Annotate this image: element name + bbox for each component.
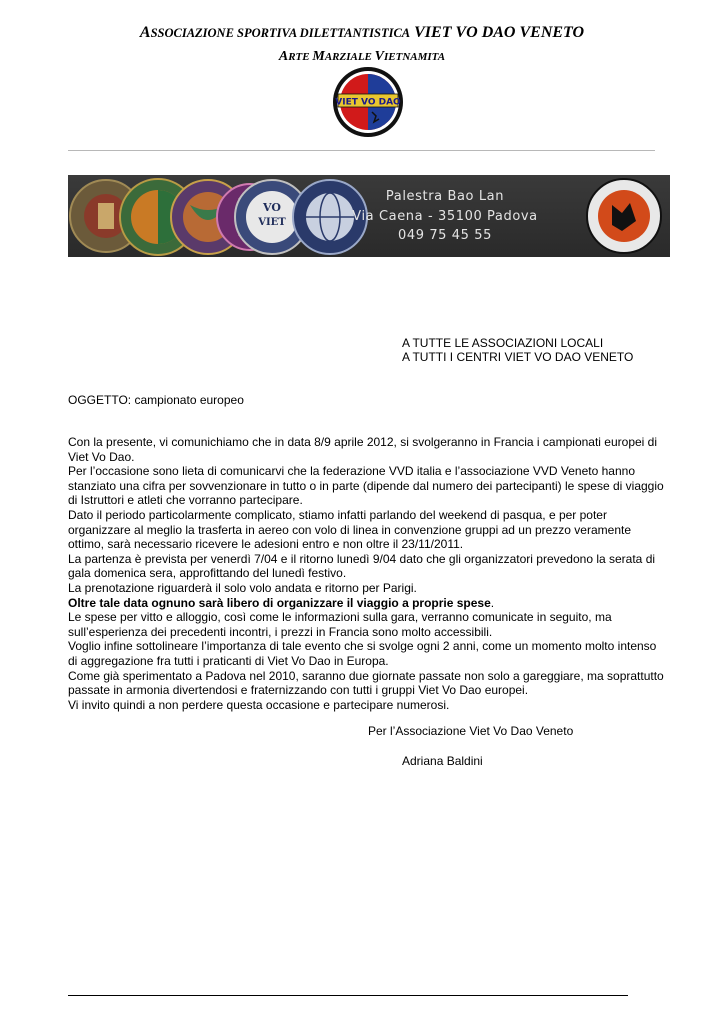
svg-text:VIET: VIET xyxy=(258,217,286,228)
logo-text: VIET VO DAO xyxy=(335,97,401,108)
gym-name: Palestra Bao Lan xyxy=(385,189,505,204)
body-paragraph: Come già sperimentato a Padova nel 2010, saranno due giornate passate non solo a gareggiare, ma soprattutto passate in armonia divertendosi e fraternizzando con tutti i gruppi Viet Vo Dao europei. xyxy=(68,668,664,698)
gym-banner xyxy=(68,175,670,257)
body-paragraph: La prenotazione riguarderà il solo volo andata e ritorno per Parigi. xyxy=(68,580,417,595)
letter-subject: OGGETTO: campionato europeo xyxy=(68,393,244,407)
recipient-line-2: A TUTTI I CENTRI VIET VO DAO VENETO xyxy=(402,350,634,364)
body-paragraph: Le spese per vitto e alloggio, così come le informazioni sulla gara, verranno comunicate in seguito, ma sull’esperienza dei precedenti incontri, i prezzi in Francia sono molto accessibili. xyxy=(68,610,612,639)
header-line-2: ARTE MARZIALE VIETNAMITA xyxy=(278,49,446,64)
header-line-1: ASSOCIAZIONE SPORTIVA DILETTANTISTICA VIET VO DAO VENETO xyxy=(139,24,585,41)
body-paragraph: Dato il periodo particolarmente complicato, stiamo infatti parlando del weekend di pasqua, e per poter organizzare al meglio la trasferta in aereo con volo di linea in convenzione gruppi ad un prezzo veramente ottimo, sarà necessario ricevere le adesioni entro e non oltre il 23/11/2011. xyxy=(68,507,631,552)
emblem-arte-marziale xyxy=(587,179,661,253)
bold-statement-end: . xyxy=(490,595,495,610)
gym-phone: 049 75 45 55 xyxy=(397,228,493,243)
body-paragraph: Voglio infine sottolineare l’importanza di tale evento che si svolge ogni 2 anni, come un momento molto intenso di aggregazione fra tutti i praticanti di Viet Vo Dao in Europa. xyxy=(68,639,657,668)
body-paragraph: Vi invito quindi a non perdere questa occasione e partecipare numerosi. xyxy=(68,697,450,712)
footer-divider xyxy=(68,995,628,996)
gym-address: Via Caena - 35100 Padova xyxy=(352,209,538,224)
body-paragraph: La partenza è prevista per venerdì 7/04 e il ritorno lunedì 9/04 dato che gli organizzatori prevedono la serata di gala domenica sera, approfittando del lunedì festivo. xyxy=(68,551,656,581)
body-paragraph-bold xyxy=(68,596,668,611)
viet-vo-dao-logo xyxy=(332,66,404,138)
body-paragraph: Con la presente, vi comunichiamo che in data 8/9 aprile 2012, si svolgeranno in Francia i campionati europei di Viet Vo Dao. xyxy=(68,435,658,464)
letter-body xyxy=(68,435,668,712)
bold-statement: Oltre tale data ognuno sarà libero di organizzare il viaggio a proprie spese xyxy=(68,595,491,610)
svg-text:VO: VO xyxy=(263,201,281,214)
signature-name: Adriana Baldini xyxy=(402,754,483,768)
header-divider xyxy=(68,150,655,151)
signature-association: Per l’Associazione Viet Vo Dao Veneto xyxy=(368,724,574,738)
recipient-line-1: A TUTTE LE ASSOCIAZIONI LOCALI xyxy=(402,336,604,350)
body-paragraph: Per l’occasione sono lieta di comunicarvi che la federazione VVD italia e l’associazione VVD Veneto hanno stanziato una cifra per sovvenzionare in tutto o in parte (dipende dal numero dei partecipanti) le spese di viaggio di Istruttori e atleti che vorranno partecipare. xyxy=(68,464,664,508)
